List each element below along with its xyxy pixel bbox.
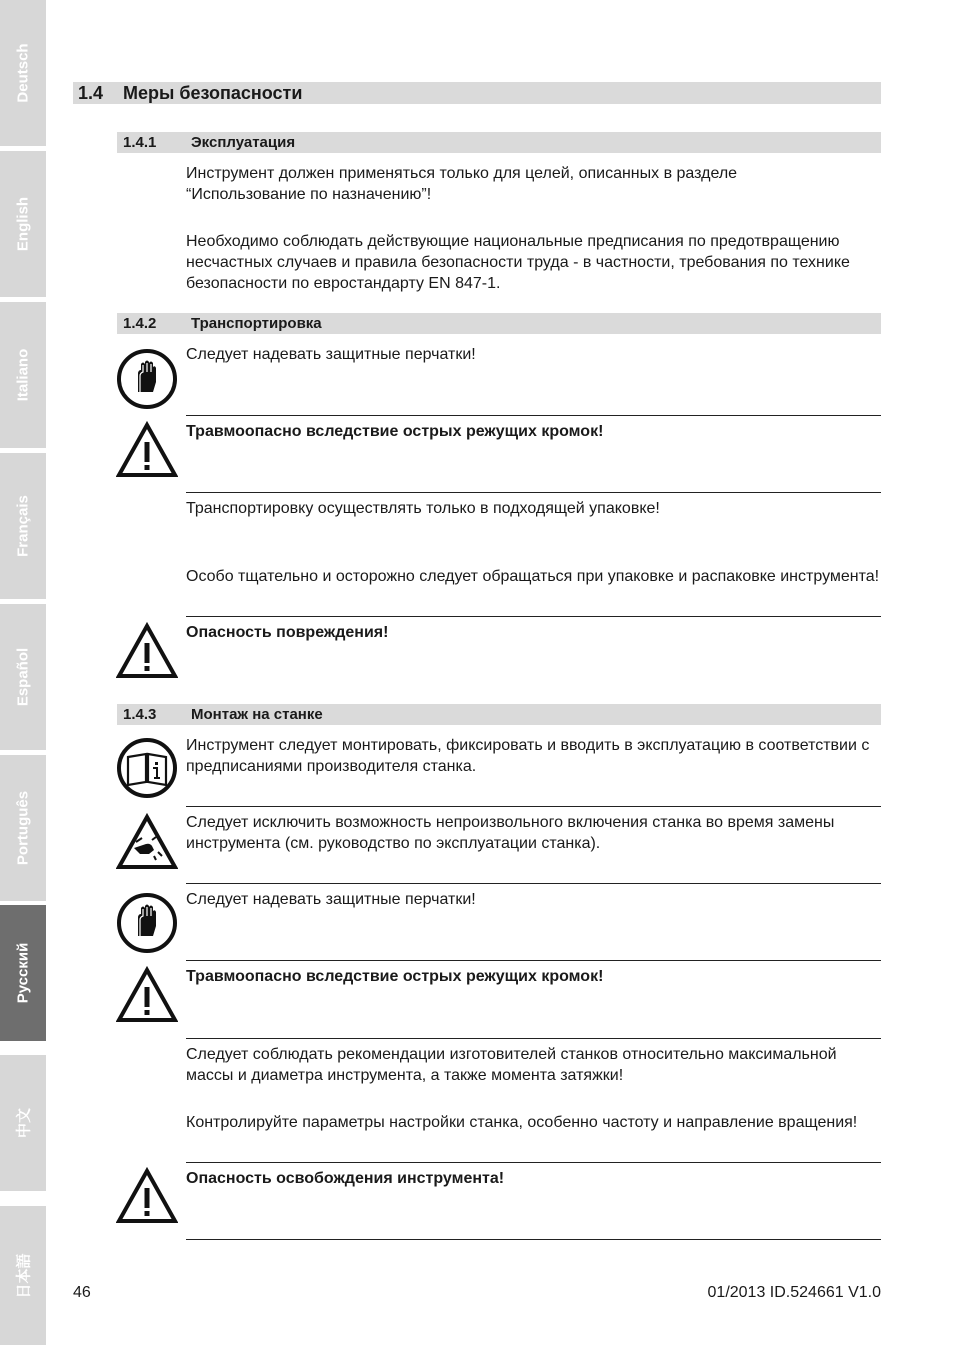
divider <box>186 415 881 416</box>
paragraph: Следует исключить возможность непроизвольного включения станка во время замены инструмента (см. руководство по эксплуатации станка). <box>186 814 835 852</box>
section-title: Меры безопасности <box>123 83 303 103</box>
paragraph: Транспортировку осуществлять только в подходящей упаковке! <box>186 500 660 517</box>
divider <box>186 1038 881 1039</box>
paragraph: Инструмент следует монтировать, фиксировать и вводить в эксплуатацию в соответствии с предписаниями производителя станка. <box>186 737 870 775</box>
gloves-icon <box>116 348 178 410</box>
tab-russian[interactable] <box>0 905 46 1041</box>
manual-info-icon <box>116 737 178 799</box>
warning-text: Опасность повреждения! <box>186 624 389 641</box>
warning-triangle-icon <box>116 1166 178 1228</box>
tab-label: Français <box>14 495 32 557</box>
tab-label: Español <box>14 647 32 707</box>
gloves-note: Следует надевать защитные перчатки! <box>186 891 476 908</box>
section-heading <box>73 82 881 104</box>
subsection-number: 1.4.2 <box>123 315 157 332</box>
subsection-number: 1.4.1 <box>123 134 157 151</box>
tab-espanol[interactable] <box>0 604 46 750</box>
paragraph: Необходимо соблюдать действующие национальные предписания по предотвращению несчастных случаев и правила безопасности труда - в частности, требования по технике безопасности по евростандарту EN 847-1. <box>186 233 850 292</box>
subsection-title: Монтаж на станке <box>191 706 323 723</box>
tab-deutsch[interactable] <box>0 0 46 146</box>
paragraph: Следует соблюдать рекомендации изготовителей станков относительно максимальной массы и диаметра инструмента, а также момента затяжки! <box>186 1046 837 1084</box>
divider <box>186 806 881 807</box>
subsection-title: Транспортировка <box>191 315 322 332</box>
divider <box>186 960 881 961</box>
tab-label: Italiano <box>14 348 32 402</box>
section-number: 1.4 <box>78 83 104 103</box>
subsection-number: 1.4.3 <box>123 706 157 723</box>
hand-crush-warning-icon <box>116 812 178 874</box>
document-id: 01/2013 ID.524661 V1.0 <box>707 1284 881 1301</box>
warning-text: Травмоопасно вследствие острых режущих кромок! <box>186 968 604 985</box>
paragraph: Инструмент должен применяться только для целей, описанных в разделе “Использование по назначению”! <box>186 165 738 203</box>
divider <box>186 1239 881 1240</box>
warning-text: Опасность освобождения инструмента! <box>186 1170 505 1187</box>
tab-label: 中文 <box>15 1107 33 1139</box>
tab-label: English <box>14 196 32 252</box>
tab-portugues[interactable] <box>0 755 46 901</box>
warning-triangle-icon <box>116 965 178 1027</box>
gloves-note: Следует надевать защитные перчатки! <box>186 346 476 363</box>
tab-japanese[interactable] <box>0 1206 46 1345</box>
warning-triangle-icon <box>116 621 178 683</box>
subsection-heading <box>117 132 881 153</box>
divider <box>186 883 881 884</box>
tab-italiano[interactable] <box>0 302 46 448</box>
tab-label: Deutsch <box>14 43 32 103</box>
tab-chinese[interactable] <box>0 1055 46 1191</box>
tab-english[interactable] <box>0 151 46 297</box>
subsection-heading <box>117 313 881 334</box>
paragraph: Особо тщательно и осторожно следует обращаться при упаковке и распаковке инструмента! <box>186 568 880 585</box>
tab-francais[interactable] <box>0 453 46 599</box>
gloves-icon <box>116 892 178 954</box>
divider <box>186 1162 881 1163</box>
subsection-heading <box>117 704 881 725</box>
tab-label: Русский <box>14 942 32 1004</box>
page-number: 46 <box>73 1284 91 1301</box>
tab-label: Português <box>14 790 32 866</box>
tab-label: 日本語 <box>15 1252 33 1299</box>
divider <box>186 616 881 617</box>
warning-text: Травмоопасно вследствие острых режущих кромок! <box>186 423 604 440</box>
warning-triangle-icon <box>116 420 178 482</box>
subsection-title: Эксплуатация <box>191 134 296 151</box>
divider <box>186 492 881 493</box>
paragraph: Контролируйте параметры настройки станка, особенно частоту и направление вращения! <box>186 1114 858 1131</box>
